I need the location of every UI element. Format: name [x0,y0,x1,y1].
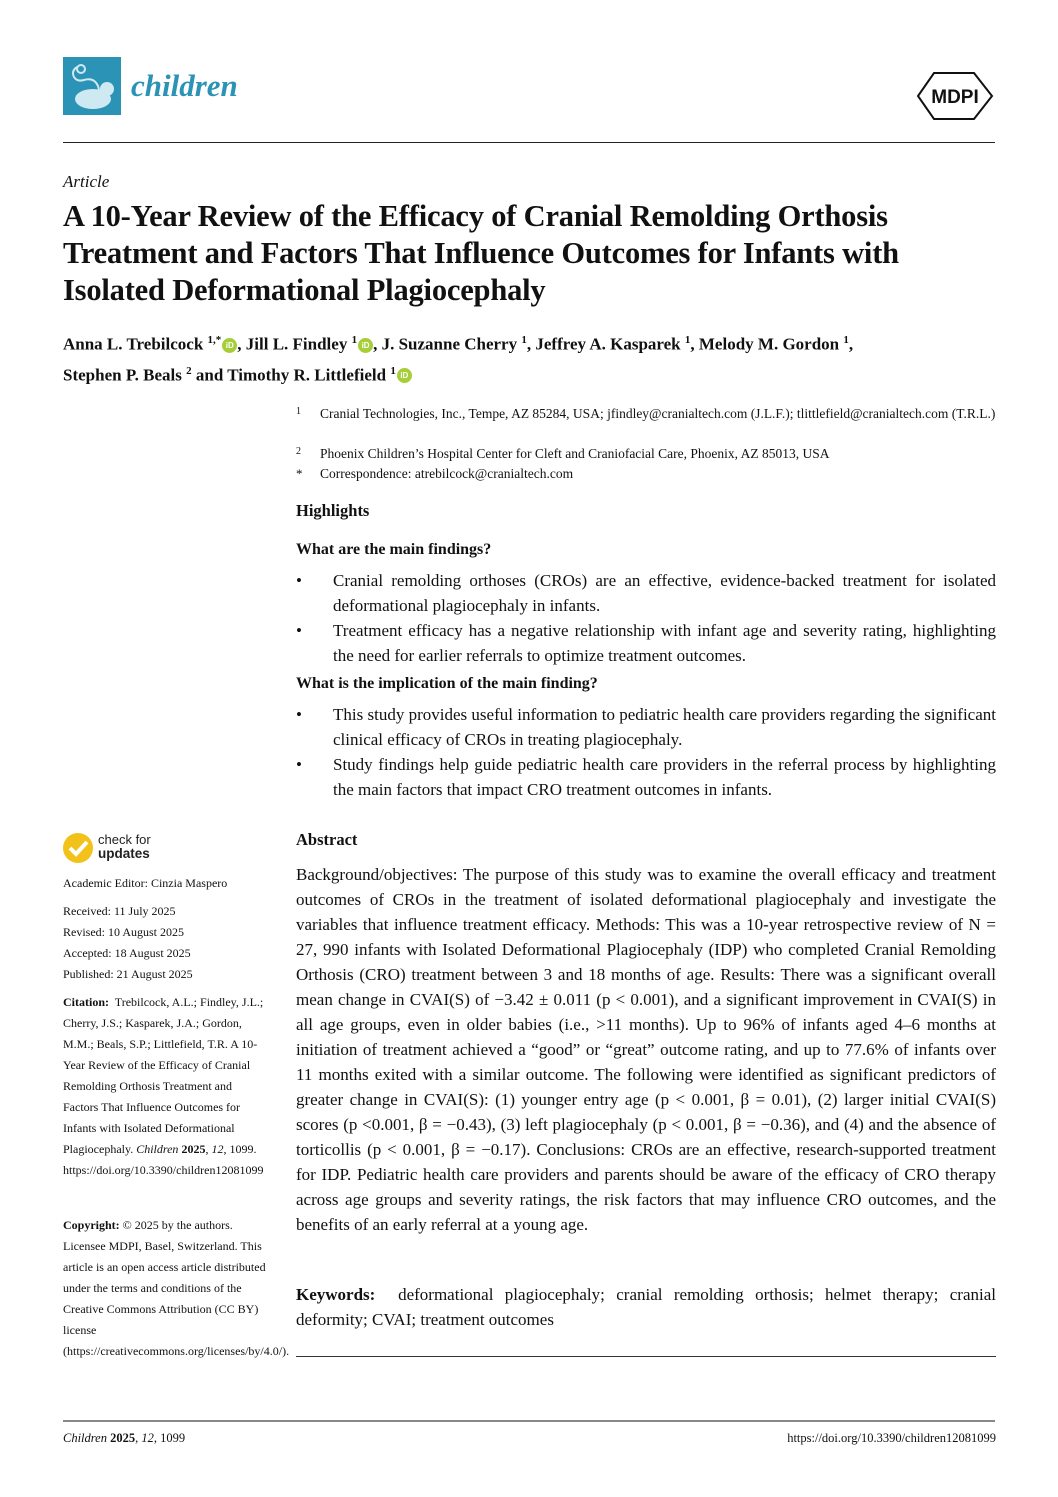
received-date: Received: 11 July 2025 [63,904,176,918]
child-stethoscope-logo-icon [63,57,121,115]
bullet-icon: • [296,755,302,774]
author-name[interactable]: Jeffrey A. Kasparek [535,334,681,354]
author-separator: , [237,334,246,354]
footer-volume: 12 [141,1431,154,1445]
citation-journal: Children [136,1142,179,1156]
author-separator: , [848,334,854,354]
affiliation-mark: 1 [296,406,301,417]
affiliation-1 [296,405,996,441]
mdpi-logo [916,70,994,122]
footer-article-number: , 1099 [153,1431,186,1445]
highlight-item [296,568,996,618]
abstract-text: Background/objectives: The purpose of this study was to examine the overall efficacy and treatment outcomes of CROs in the treatment of isolated deformational plagiocephaly and investigate the variables that influence treatment efficacy. Methods: This was a 10-year retrospective review of N = 27, 990 infants with Isolated Deformational Plagiocephaly (IDP) who completed Cranial Remolding Orthosis (CRO) treatment between 3 and 18 months of age. Results: There was a significant overall mean change in CVAI(S) of −3.42 ± 0.011 (p < 0.001), and a significant improvement in CVAI(S) in all age groups, even in older babies (i.e., >11 months). Up to 96% of infants aged 4–6 months at initiation of treatment achieved a “good” or “great” outcome rating, and up to 77.6% of infants over 11 months exited with a similar outcome. The following were identified as significant predictors of greater change in CVAI(S): (1) younger entry age (p < 0.001, β = 0.01), (2) larger initial CVAI(S) scores (p <0.001, β = −0.43), (3) left plagiocephaly (p < 0.001, β = −0.36), and (4) and the absence of torticollis (p < 0.001, β = −0.17). Conclusions: CROs are an effective, research-supported treatment for IDP. Pediatric health care providers and parents should be aware of the efficacy of CRO therapy across age groups and severity ratings, the risk factors that may influence CRO outcomes, and the benefits of an early referral at a young age. [296,865,996,1234]
check-for-label: check for [98,832,151,847]
updates-label: updates [98,846,150,861]
affiliation-mark: * [296,466,303,481]
author-separator: and [191,365,228,385]
footer-citation: Children 2025, 12, 1099 [63,1431,186,1445]
highlights-question-1: What are the main findings? [296,541,492,558]
checkmark-icon [63,833,93,863]
footer-year: 2025 [110,1431,136,1445]
author-name[interactable]: Stephen P. Beals [63,365,182,385]
revised-date: Revised: 10 August 2025 [63,925,185,939]
highlight-text: Study findings help guide pediatric health care providers in the referral process by highlighting the main factors that impact CRO treatment outcomes in infants. [333,755,996,799]
highlights-question-2: What is the implication of the main finding? [296,675,598,692]
author-name[interactable]: J. Suzanne Cherry [381,334,518,354]
author-separator: , [690,334,699,354]
keywords [296,1282,996,1332]
author-name[interactable]: Jill L. Findley [245,334,348,354]
copyright [63,1215,290,1362]
author-name[interactable]: Anna L. Trebilcock [63,334,204,354]
orcid-icon[interactable]: iD [397,368,412,383]
footer-doi-link[interactable]: https://doi.org/10.3390/children12081099 [787,1431,996,1445]
article-type: Article [63,172,110,191]
article-title: A 10-Year Review of the Efficacy of Cranial Remolding Orthosis Treatment and Factors That Influence Outcomes for Infants with Isolated Deformational Plagiocephaly [63,199,899,307]
section-divider [296,1356,996,1357]
affiliation-text: Phoenix Children’s Hospital Center for Cleft and Craniofacial Care, Phoenix, AZ 85013, USA [320,446,830,461]
orcid-icon[interactable]: iD [358,338,373,353]
affiliation-2 [296,445,996,463]
journal-logo [63,57,121,115]
correspondence [296,465,996,483]
author-affiliation-mark: 1 [390,364,396,377]
header-divider [63,142,995,143]
affiliation-mark: 2 [296,446,301,457]
citation-doi[interactable]: , 1099. https://doi.org/10.3390/children12081099 [63,1142,264,1177]
citation-year: 2025 [181,1142,206,1156]
author-name[interactable]: Timothy R. Littlefield [227,365,387,385]
citation: Citation: Trebilcock, A.L.; Findley, J.L.; Cherry, J.S.; Kasparek, J.A.; Gordon, M.M.; Beals, S.P.; Littlefield, T.R. A 10-Year Review of the Efficacy of Cranial Remolding Orthosis Treatment and Factors That Influence Outcomes for Infants with Isolated Deformational Plagiocephaly. Children 2025, 12, 1099. https://doi.org/10.3390/children12081099 [63,995,264,1177]
affiliation-text: Cranial Technologies, Inc., Tempe, AZ 85284, USA; jfindley@cranialtech.com (J.L.F.); tlittlefield@cranialtech.com (T.R.L.) [320,406,996,421]
highlight-item [296,752,996,802]
published-date: Published: 21 August 2025 [63,967,193,981]
highlight-text: This study provides useful information to pediatric health care providers regarding the significant clinical efficacy of CROs in treating plagiocephaly. [333,705,996,749]
citation-text: Trebilcock, A.L.; Findley, J.L.; Cherry, J.S.; Kasparek, J.A.; Gordon, M.M.; Beals, S.P.; Littlefield, T.R. A 10-Year Review of the Efficacy of Cranial Remolding Orthosis Treatment and Factors That Influence Outcomes for Infants with Isolated Deformational Plagiocephaly. [63,995,264,1156]
keywords-text: deformational plagiocephaly; cranial remolding orthosis; helmet therapy; cranial deformity; CVAI; treatment outcomes [296,1285,997,1329]
bullet-icon: • [296,705,302,724]
author-name[interactable]: Melody M. Gordon [698,334,840,354]
highlight-text: Treatment efficacy has a negative relationship with infant age and severity rating, highlighting the need for earlier referrals to optimize treatment outcomes. [333,621,996,665]
accepted-date: Accepted: 18 August 2025 [63,946,191,960]
author-affiliation-mark: 1,* [207,334,222,346]
orcid-icon[interactable]: iD [222,338,237,353]
keywords-label: Keywords: [296,1285,376,1304]
abstract-heading: Abstract [296,830,358,849]
highlight-text: Cranial remolding orthoses (CROs) are an effective, evidence-backed treatment for isolated deformational plagiocephaly in infants. [333,571,996,615]
author-affiliation-mark: 1 [351,334,358,346]
copyright-text: © 2025 by the authors. Licensee MDPI, Basel, Switzerland. This article is an open access article distributed under the terms and conditions of the Creative Commons Attribution (CC BY) license (https://creativecommons.org/licenses/by/4.0/). [63,1218,290,1358]
author-affiliation-mark: 1 [684,334,691,346]
highlight-item [296,702,996,752]
author-separator: , [526,334,536,354]
check-for-updates-button[interactable] [63,831,203,867]
bullet-icon: • [296,571,302,590]
copyright-label: Copyright: [63,1218,120,1232]
bullet-icon: • [296,621,302,640]
footer-journal: Children [63,1431,107,1445]
author-separator: , [373,334,382,354]
footer-divider [63,1420,995,1422]
academic-editor: Academic Editor: Cinzia Maspero [63,876,228,890]
author-affiliation-mark: 1 [521,334,527,346]
journal-name: children [131,68,238,103]
affiliation-text: Correspondence: atrebilcock@cranialtech.com [320,466,574,481]
author-affiliation-mark: 2 [186,364,192,377]
author-list [63,327,998,388]
mdpi-logo-text: MDPI [931,87,979,108]
citation-label: Citation: [63,995,109,1009]
author-affiliation-mark: 1 [843,334,849,346]
highlights-heading: Highlights [296,501,370,520]
highlight-item [296,618,996,668]
citation-volume: 12 [211,1142,224,1156]
